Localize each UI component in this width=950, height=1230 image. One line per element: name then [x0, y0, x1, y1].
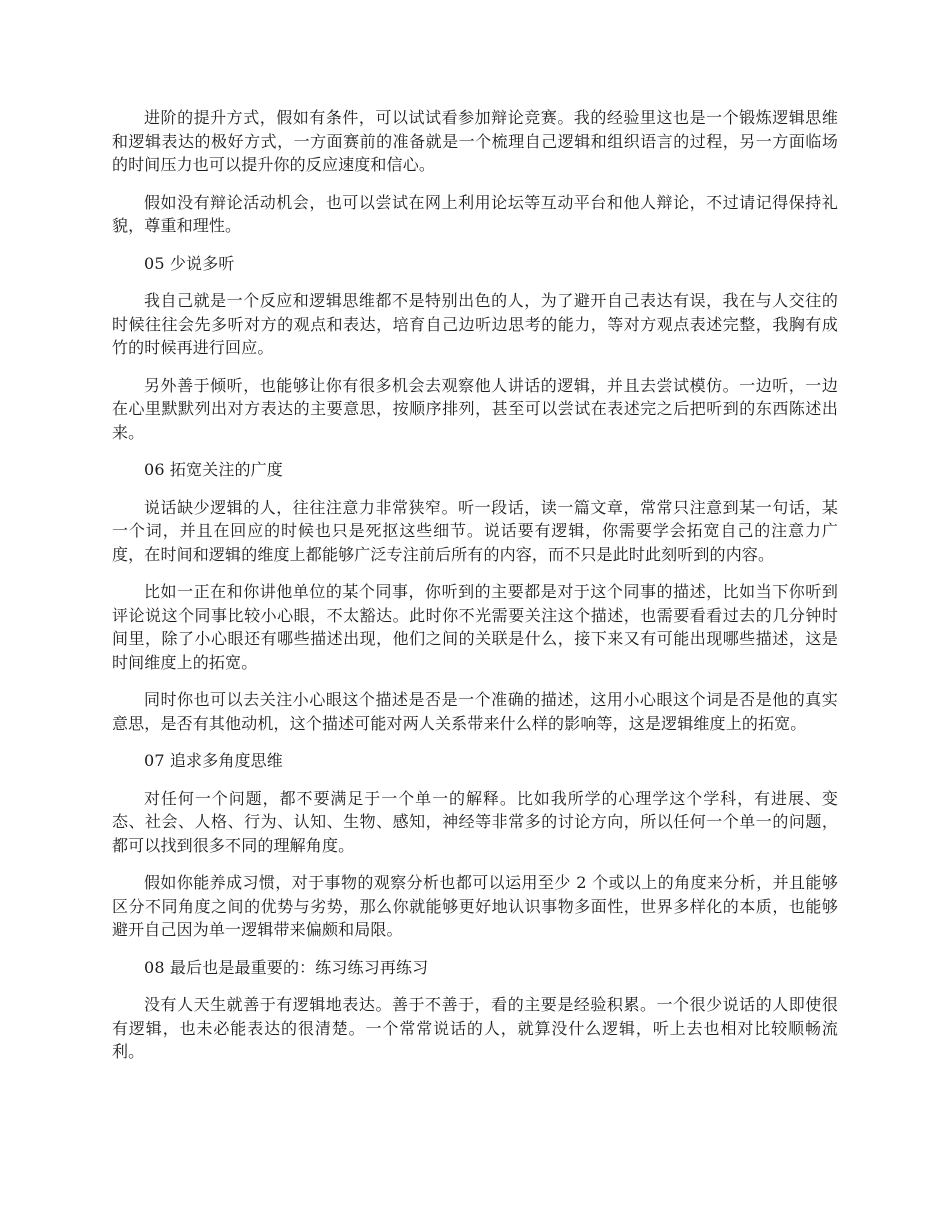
- paragraph-listen-more: 我自己就是一个反应和逻辑思维都不是特别出色的人，为了避开自己表达有误，我在与人交往的时候往往会先多听对方的观点和表达，培育自己边听边思考的能力，等对方观点表述完整，我胸有成竹的时候再进行回应。: [112, 291, 838, 357]
- paragraph-debate: 进阶的提升方式，假如有条件，可以试试看参加辩论竞赛。我的经验里这也是一个锻炼逻辑思维和逻辑表达的极好方式，一方面赛前的准备就是一个梳理自己逻辑和组织语言的过程，另一方面临场的时间压力也可以提升你的反应速度和信心。: [112, 108, 838, 174]
- section-heading-06: 06 拓宽关注的广度: [144, 460, 283, 479]
- document-page: [112, 106, 838, 1078]
- section-heading-05: 05 少说多听: [144, 253, 235, 273]
- paragraph-good-listener: 另外善于倾听，也能够让你有很多机会去观察他人讲话的逻辑，并且去尝试模仿。一边听，一边在心里默默列出对方表达的主要意思，按顺序排列，甚至可以尝试在表述完之后把听到的东西陈述出来。: [112, 375, 838, 442]
- paragraph-online-debate: 假如没有辩论活动机会，也可以尝试在网上利用论坛等互动平台和他人辩论，不过请记得保持礼貌，尊重和理性。: [112, 192, 838, 235]
- paragraph-multiple-angles: 假如你能养成习惯，对于事物的观察分析也都可以运用至少 2 个或以上的角度来分析，并且能够区分不同角度之间的优势与劣势，那么你就能够更好地认识事物多面性，世界多样化的本质，也能够避开自己因为单一逻辑带来偏颇和局限。: [112, 873, 838, 939]
- paragraph-narrow-attention: 说话缺少逻辑的人，往往注意力非常狭窄。听一段话，读一篇文章，常常只注意到某一句话，某一个词，并且在回应的时候也只是死抠这些细节。说话要有逻辑，你需要学会拓宽自己的注意力广度，在时间和逻辑的维度上都能够广泛专注前后所有的内容，而不只是此时此刻听到的内容。: [112, 497, 838, 564]
- section-heading-08: 08 最后也是最重要的：练习练习再练习: [144, 957, 429, 977]
- paragraph-multiple-explanations: 对任何一个问题，都不要满足于一个单一的解释。比如我所学的心理学这个学科，有进展、变态、社会、人格、行为、认知、生物、感知，神经等非常多的讨论方向，所以任何一个单一的问题，都可以找到很多不同的理解角度。: [112, 788, 838, 855]
- paragraph-logic-dimension: 同时你也可以去关注小心眼这个描述是否是一个准确的描述，这用小心眼这个词是否是他的真实意思，是否有其他动机，这个描述可能对两人关系带来什么样的影响等，这是逻辑维度上的拓宽。: [112, 690, 838, 733]
- section-heading-07: 07 追求多角度思维: [144, 751, 283, 770]
- paragraph-time-dimension: 比如一正在和你讲他单位的某个同事，你听到的主要都是对于这个同事的描述，比如当下你听到评论说这个同事比较小心眼，不太豁达。此时你不光需要关注这个描述，也需要看看过去的几分钟时间里，除了小心眼还有哪些描述出现，他们之间的关联是什么，接下来又有可能出现哪些描述，这是时间维度上的拓宽。: [112, 582, 838, 672]
- paragraph-practice: 没有人天生就善于有逻辑地表达。善于不善于，看的主要是经验积累。一个很少说话的人即使很有逻辑，也未必能表达的很清楚。一个常常说话的人，就算没什么逻辑，听上去也相对比较顺畅流利。: [112, 995, 838, 1061]
